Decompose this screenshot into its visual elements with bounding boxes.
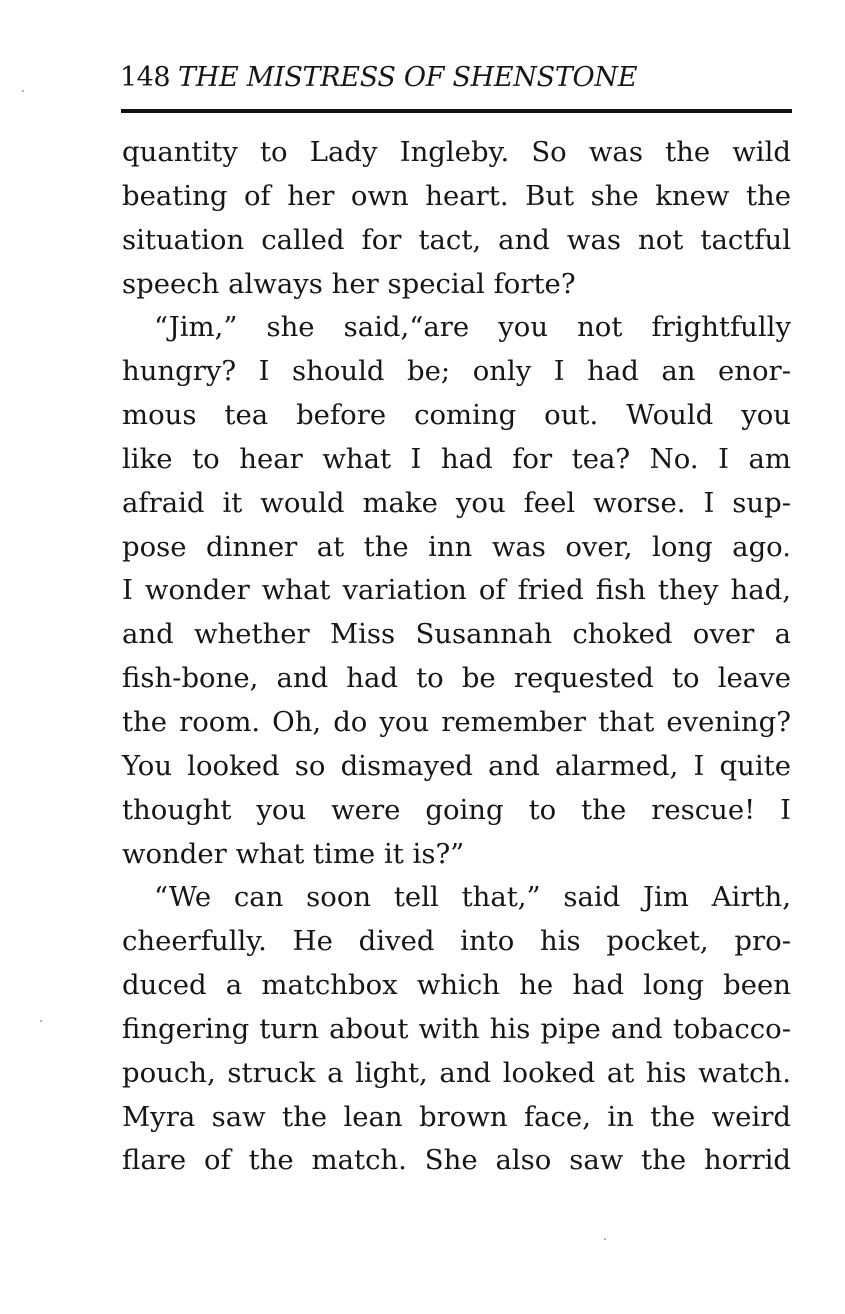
- text-line: like to hear what I had for tea? No. I am: [122, 442, 791, 475]
- text-line: mous tea before coming out. Would you: [122, 399, 791, 432]
- text-line: speech always her special forte?: [122, 267, 576, 300]
- text-line: afraid it would make you feel worse. I sup-: [122, 486, 791, 519]
- text-line: fingering turn about with his pipe and tobacco-: [122, 1012, 791, 1045]
- text-line: quantity to Lady Ingleby. So was the wild: [122, 136, 791, 168]
- text-line: beating of her own heart. But she knew the: [122, 179, 791, 212]
- running-head: [120, 58, 792, 98]
- text-line: thought you were going to the rescue! I: [122, 793, 791, 826]
- text-line: “Jim,” she said,“are you not frightfully: [154, 311, 791, 344]
- text-line: I wonder what variation of fried fish they had,: [122, 574, 791, 607]
- text-line: situation called for tact, and was not tactful: [122, 223, 791, 256]
- text-line: fish-bone, and had to be requested to leave: [122, 662, 791, 695]
- text-line: You looked so dismayed and alarmed, I quite: [122, 749, 791, 782]
- scan-speck: [22, 90, 24, 92]
- text-line: duced a matchbox which he had long been: [122, 969, 791, 1002]
- text-line: flare of the match. She also saw the horrid: [122, 1144, 791, 1177]
- text-line: pouch, struck a light, and looked at his watch.: [122, 1056, 791, 1089]
- text-line: “We can soon tell that,” said Jim Airth,: [154, 881, 791, 914]
- text-line: pose dinner at the inn was over, long ago.: [122, 530, 791, 563]
- scan-speck: [40, 1020, 42, 1022]
- header-rule: [121, 109, 792, 113]
- page-number: 148: [120, 62, 171, 93]
- body-text: [122, 131, 791, 1183]
- running-title: THE MISTRESS OF SHENSTONE: [178, 62, 638, 93]
- text-line: wonder what time it is?”: [122, 837, 465, 870]
- text-line: the room. Oh, do you remember that evening?: [122, 705, 791, 738]
- text-line: and whether Miss Susannah choked over a: [122, 618, 791, 651]
- text-line: cheerfully. He dived into his pocket, pro-: [122, 925, 791, 958]
- text-line: Myra saw the lean brown face, in the weird: [122, 1100, 791, 1133]
- text-line: hungry? I should be; only I had an enor-: [122, 355, 791, 388]
- scan-speck: [604, 1238, 606, 1240]
